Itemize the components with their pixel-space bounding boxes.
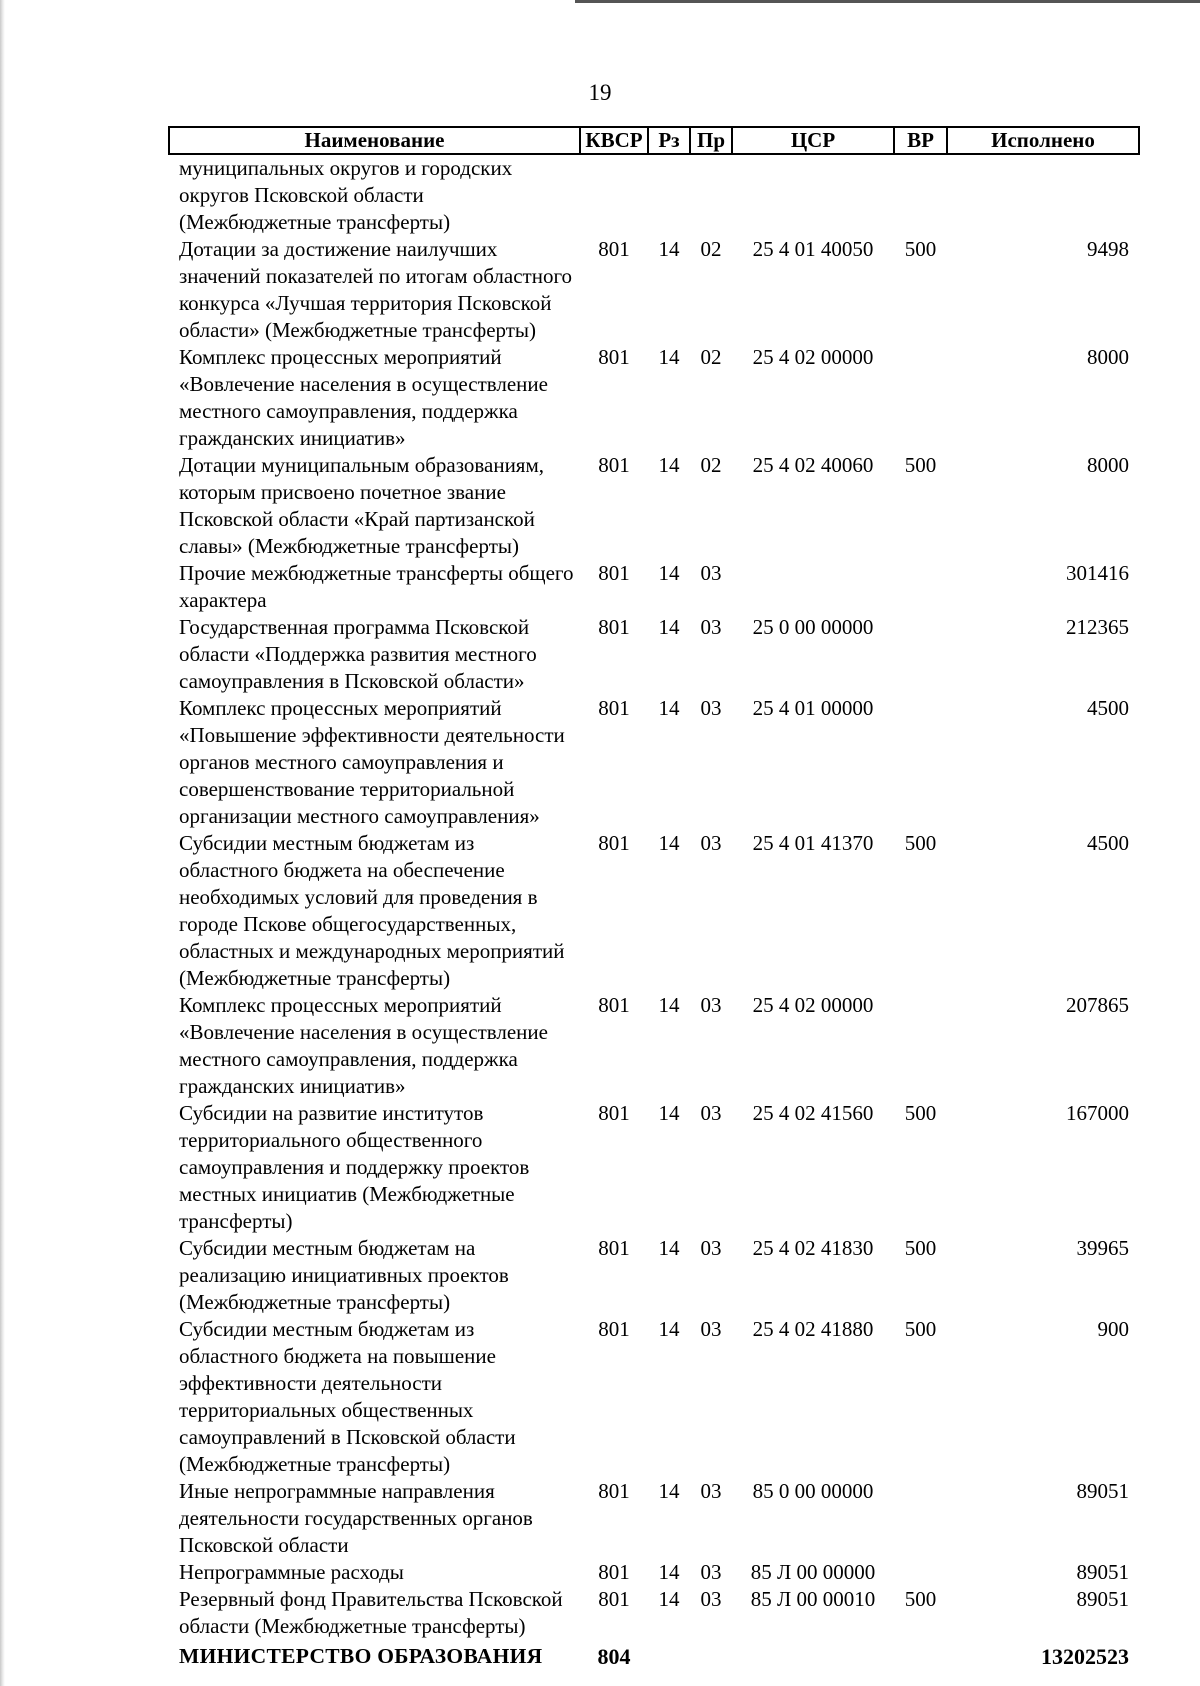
row-name: Непрограммные расходы [179,1560,404,1584]
row-vr [894,992,947,1100]
row-amount: 8000 [1087,345,1129,369]
row-csr [732,154,894,236]
row-kvsr: 801 [598,1101,630,1125]
row-amount: 89051 [1076,1479,1129,1503]
row-pr: 02 [700,237,722,261]
header-rz: Рз [648,127,690,154]
row-name: Субсидии на развитие институтов территориального общественного самоуправления и поддержку проектов местных инициатив (Межбюджетные трансферты) [179,1101,530,1233]
header-vr: ВР [894,127,947,154]
row-pr: 03 [700,993,722,1017]
row-rz: 14 [658,696,680,720]
row-vr: 500 [904,1101,937,1125]
row-vr: 500 [904,237,937,261]
row-amount: 9498 [1087,237,1129,261]
ministry-amount: 13202523 [1041,1644,1129,1669]
table-row [169,1316,1139,1478]
row-csr: 25 4 02 41830 [752,1236,874,1260]
row-vr: 500 [904,1587,937,1611]
table-row [169,992,1139,1100]
row-amount: 39965 [1076,1236,1129,1260]
row-pr: 03 [700,561,722,585]
row-rz: 14 [658,1479,680,1503]
scan-edge-shadow [0,0,5,1686]
row-kvsr: 801 [598,1236,630,1260]
row-csr: 25 4 02 00000 [752,345,874,369]
row-vr [894,614,947,695]
row-pr: 03 [700,696,722,720]
ministry-name: МИНИСТЕРСТВО ОБРАЗОВАНИЯ [179,1644,543,1668]
row-kvsr [580,154,648,236]
table-row [169,154,1139,236]
row-name: Резервный фонд Правительства Псковской области (Межбюджетные трансферты) [179,1587,563,1638]
row-vr: 500 [904,1317,937,1341]
row-amount: 4500 [1087,831,1129,855]
row-rz: 14 [658,345,680,369]
row-pr: 03 [700,1317,722,1341]
table-row [169,1235,1139,1316]
table-header-row [169,127,1139,154]
row-amount: 207865 [1066,993,1129,1017]
row-vr: 500 [904,831,937,855]
row-vr: 500 [904,453,937,477]
header-pr: Пр [690,127,732,154]
budget-table [168,126,1140,1670]
row-kvsr: 801 [598,1479,630,1503]
row-kvsr: 801 [598,1560,630,1584]
table-row [169,344,1139,452]
ministry-total-row [169,1640,1139,1670]
row-vr [894,695,947,830]
row-csr: 25 4 01 00000 [752,696,874,720]
ministry-kvsr: 804 [597,1644,631,1669]
row-pr: 02 [700,453,722,477]
row-amount: 900 [1097,1317,1129,1341]
table-row [169,1100,1139,1235]
row-kvsr: 801 [598,1317,630,1341]
row-rz: 14 [658,993,680,1017]
header-csr: ЦСР [732,127,894,154]
row-kvsr: 801 [598,831,630,855]
row-name: Дотации муниципальным образованиям, которым присвоено почетное звание Псковской области «Край партизанской славы» (Межбюджетные трансферты) [179,453,545,558]
row-pr: 03 [700,1479,722,1503]
row-vr [894,344,947,452]
row-vr [894,1478,947,1559]
row-csr [732,560,894,614]
row-csr: 25 0 00 00000 [752,615,874,639]
table-row [169,695,1139,830]
row-rz: 14 [658,615,680,639]
row-kvsr: 801 [598,696,630,720]
row-pr: 03 [700,831,722,855]
row-csr: 25 4 02 00000 [752,993,874,1017]
row-csr: 25 4 02 40060 [752,453,874,477]
row-name: Субсидии местным бюджетам из областного бюджета на обеспечение необходимых условий для проведения в городе Пскове общегосударственных, областных и международных мероприятий (Межбюджетные трансферты) [179,831,565,990]
row-name: Государственная программа Псковской области «Поддержка развития местного самоуправления в Псковской области» [179,615,537,693]
row-name: Комплекс процессных мероприятий «Вовлечение населения в осуществление местного самоуправления, поддержка гражданских инициатив» [179,345,548,450]
row-csr: 25 4 02 41880 [752,1317,874,1341]
row-amount: 167000 [1066,1101,1129,1125]
row-name: Субсидии местным бюджетам из областного бюджета на повышение эффективности деятельности территориальных общественных самоуправлений в Псковской области (Межбюджетные трансферты) [179,1317,516,1476]
row-vr: 500 [904,1236,937,1260]
row-csr: 25 4 02 41560 [752,1101,874,1125]
scan-top-line [575,0,1200,3]
row-csr: 25 4 01 40050 [752,237,874,261]
row-rz [648,154,690,236]
row-kvsr: 801 [598,561,630,585]
row-pr: 03 [700,615,722,639]
row-amount: 8000 [1087,453,1129,477]
row-amount: 4500 [1087,696,1129,720]
row-vr [894,560,947,614]
row-rz: 14 [658,453,680,477]
row-name: Дотации за достижение наилучших значений показателей по итогам областного конкурса «Лучшая территория Псковской области» (Межбюджетные трансферты) [179,237,573,342]
table-row [169,830,1139,992]
row-kvsr: 801 [598,237,630,261]
row-rz: 14 [658,831,680,855]
row-kvsr: 801 [598,453,630,477]
row-rz: 14 [658,1317,680,1341]
row-name: Субсидии местным бюджетам на реализацию инициативных проектов (Межбюджетные трансферты) [179,1236,509,1314]
header-amount: Исполнено [947,127,1139,154]
row-pr: 03 [700,1101,722,1125]
row-vr [894,1559,947,1586]
row-amount: 89051 [1076,1587,1129,1611]
row-rz: 14 [658,1587,680,1611]
row-kvsr: 801 [598,993,630,1017]
table-row [169,452,1139,560]
row-name: муниципальных округов и городских округов Псковской области (Межбюджетные трансферты) [179,156,513,234]
table-row [169,1559,1139,1586]
row-amount [947,154,1139,236]
page-number: 19 [588,80,612,105]
row-rz: 14 [658,1236,680,1260]
row-kvsr: 801 [598,345,630,369]
row-pr: 02 [700,345,722,369]
row-amount: 301416 [1066,561,1129,585]
row-pr: 03 [700,1560,722,1584]
row-pr: 03 [700,1236,722,1260]
table-row [169,560,1139,614]
row-pr: 03 [700,1587,722,1611]
row-rz: 14 [658,561,680,585]
row-csr: 85 Л 00 00010 [750,1587,876,1611]
row-name: Комплекс процессных мероприятий «Повышение эффективности деятельности органов местного самоуправления и совершенствование территориальной организации местного самоуправления» [179,696,565,828]
row-vr [894,154,947,236]
header-kvsr: КВСР [580,127,648,154]
table-row [169,1586,1139,1640]
row-rz: 14 [658,1101,680,1125]
row-amount: 212365 [1066,615,1129,639]
row-csr: 85 0 00 00000 [752,1479,874,1503]
row-pr [690,154,732,236]
row-rz: 14 [658,1560,680,1584]
table-row [169,614,1139,695]
row-csr: 25 4 01 41370 [752,831,874,855]
row-kvsr: 801 [598,615,630,639]
row-csr: 85 Л 00 00000 [750,1560,876,1584]
row-kvsr: 801 [598,1587,630,1611]
header-name: Наименование [169,127,580,154]
row-amount: 89051 [1076,1560,1129,1584]
table-row [169,236,1139,344]
row-name: Комплекс процессных мероприятий «Вовлечение населения в осуществление местного самоуправления, поддержка гражданских инициатив» [179,993,548,1098]
row-name: Иные непрограммные направления деятельности государственных органов Псковской области [179,1479,533,1557]
row-name: Прочие межбюджетные трансферты общего характера [179,561,574,612]
table-row [169,1478,1139,1559]
row-rz: 14 [658,237,680,261]
